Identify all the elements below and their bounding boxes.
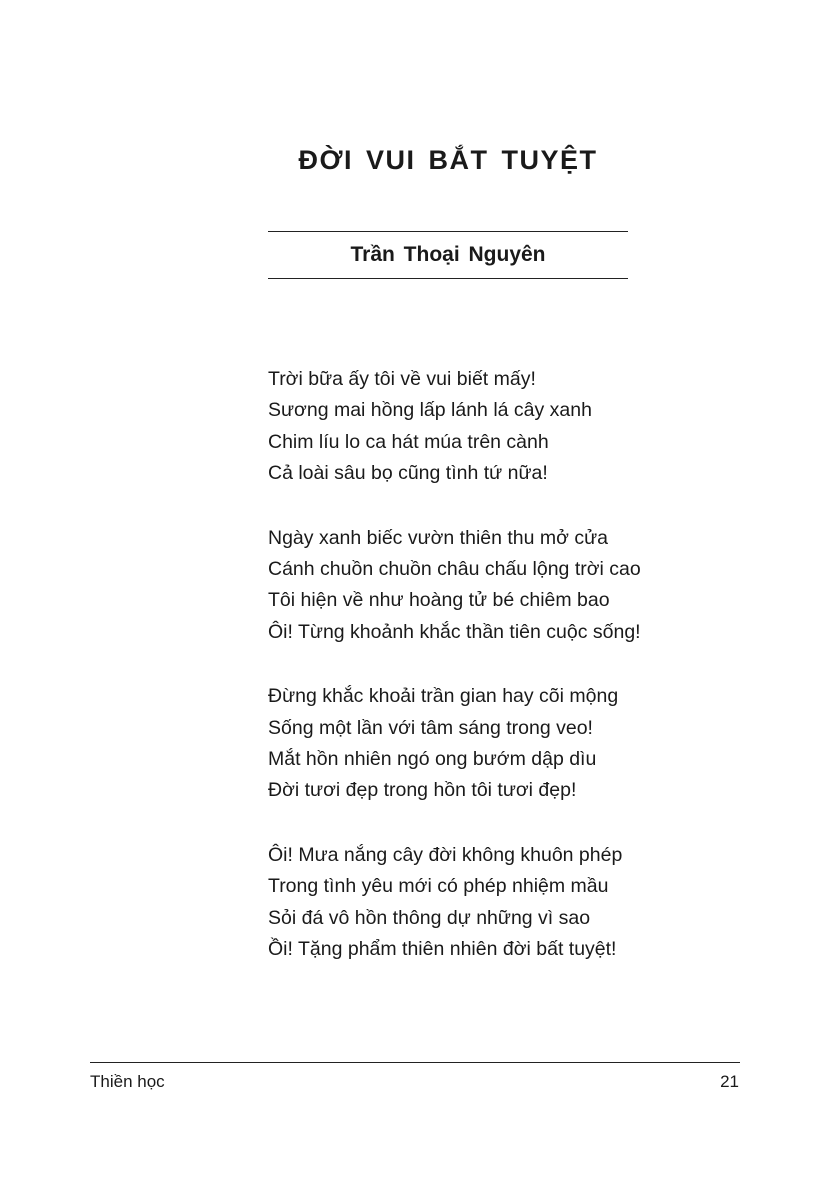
poem-line: Trời bữa ấy tôi về vui biết mấy! <box>268 368 536 390</box>
poem-line: Đừng khắc khoải trần gian hay cõi mộng <box>268 685 619 708</box>
poem-line: Mắt hồn nhiên ngó ong bướm dập dìu <box>268 747 597 770</box>
poem-line: Sương mai hồng lấp lánh lá cây xanh <box>268 399 592 422</box>
poem-line: Cánh chuồn chuồn châu chấu lộng trời cao <box>268 557 641 580</box>
stanza <box>268 523 748 648</box>
footer-rule <box>90 1062 740 1063</box>
poem-line: Sỏi đá vô hồn thông dự những vì sao <box>268 906 591 929</box>
author-name: Trần Thoại Nguyên <box>350 243 546 266</box>
poem-line: Ôi! Mưa nắng cây đời không khuôn phép <box>268 844 623 867</box>
poem-line: Chim líu lo ca hát múa trên cành <box>268 430 549 453</box>
stanza <box>268 840 748 965</box>
author-rule-top <box>268 231 628 232</box>
poem-body <box>268 364 748 999</box>
stanza <box>268 364 748 489</box>
poem-line: Ồi! Tặng phẩm thiên nhiên đời bất tuyệt! <box>268 937 617 960</box>
poem-line: Cả loài sâu bọ cũng tình tứ nữa! <box>268 461 548 484</box>
poem-line: Đời tươi đẹp trong hồn tôi tươi đẹp! <box>268 779 577 802</box>
poem-line: Tôi hiện về như hoàng tử bé chiêm bao <box>268 589 610 612</box>
footer-publication: Thiền học <box>90 1072 165 1091</box>
poem-line: Ngày xanh biếc vườn thiên thu mở cửa <box>268 526 609 549</box>
stanza <box>268 681 748 806</box>
poem-line: Ôi! Từng khoảnh khắc thần tiên cuộc sống! <box>268 620 641 643</box>
page-title: ĐỜI VUI BẮT TUYỆT <box>298 145 598 175</box>
poem-line: Sống một lần với tâm sáng trong veo! <box>268 716 593 739</box>
page-number: 21 <box>720 1072 739 1091</box>
poem-line: Trong tình yêu mới có phép nhiệm mầu <box>268 875 609 898</box>
author-rule-bottom <box>268 278 628 279</box>
